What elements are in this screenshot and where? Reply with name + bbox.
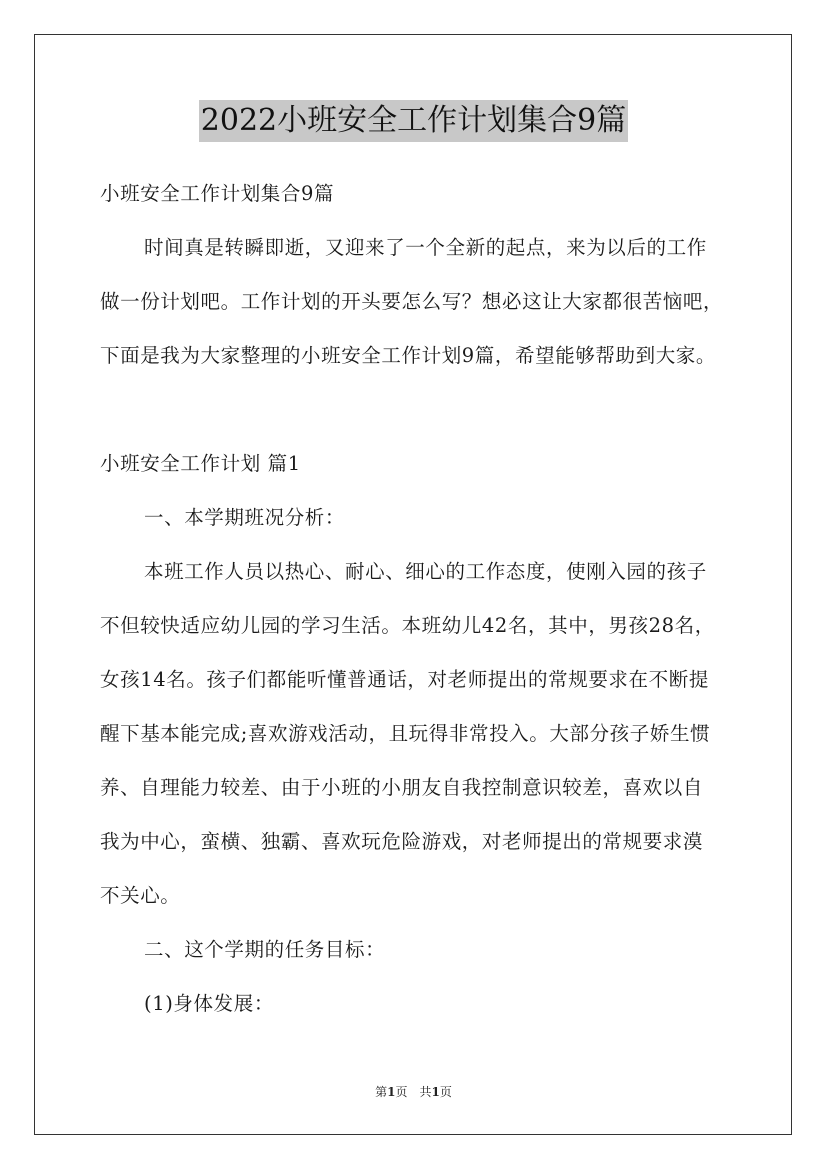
intro-line-2: 做一份计划吧。工作计划的开头要怎么写？想必这让大家都很苦恼吧，: [100, 290, 724, 313]
part1-line-2: 不但较快适应幼儿园的学习生活。本班幼儿42名，其中，男孩28名，: [100, 614, 715, 637]
part2-heading: 二、这个学期的任务目标：: [144, 938, 386, 961]
part2-sub-heading: (1)身体发展：: [144, 992, 274, 1015]
intro-line-3: 下面是我为大家整理的小班安全工作计划9篇，希望能够帮助到大家。: [100, 344, 717, 367]
part1-line-1: 本班工作人员以热心、耐心、细心的工作态度，使刚入园的孩子: [144, 560, 707, 583]
part1-line-5: 养、自理能力较差、由于小班的小朋友自我控制意识较差，喜欢以自: [100, 776, 704, 799]
footer-page-number: 1: [387, 1085, 396, 1099]
footer-total-pages: 1: [431, 1085, 440, 1099]
intro-line-1: 时间真是转瞬即逝，又迎来了一个全新的起点，来为以后的工作: [144, 236, 707, 259]
document-subtitle: 小班安全工作计划集合9篇: [100, 182, 335, 205]
part1-line-3: 女孩14名。孩子们都能听懂普通话，对老师提出的常规要求在不断提: [100, 668, 709, 691]
footer-prefix: 第: [375, 1085, 388, 1099]
part1-line-4: 醒下基本能完成;喜欢游戏活动，且玩得非常投入。大部分孩子娇生惯: [100, 722, 711, 745]
section-heading: 小班安全工作计划 篇1: [100, 452, 301, 475]
part1-line-7: 不关心。: [100, 884, 181, 907]
footer-suffix: 页: [439, 1085, 452, 1099]
page-footer: [0, 1084, 827, 1100]
part1-heading: 一、本学期班况分析：: [144, 506, 346, 529]
document-title: 2022小班安全工作计划集合9篇: [199, 100, 628, 142]
footer-mid: 页 共: [395, 1085, 432, 1099]
part1-line-6: 我为中心，蛮横、独霸、喜欢玩危险游戏，对老师提出的常规要求漠: [100, 830, 704, 853]
title-container: [0, 100, 827, 142]
